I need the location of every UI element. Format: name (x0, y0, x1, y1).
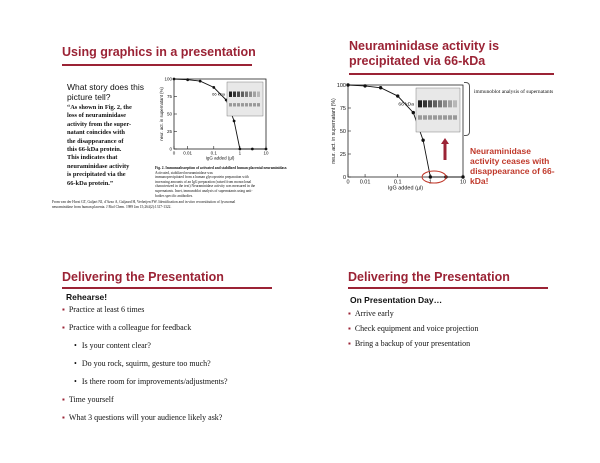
immunoblot-inset (416, 88, 460, 132)
data-point (461, 175, 464, 178)
caption-line: Activated, stabilized neuraminidase was (155, 170, 213, 175)
data-point (251, 148, 254, 151)
bullet-text: What 3 questions will your audience likely ask? (68, 413, 223, 422)
bullet-item (62, 413, 222, 422)
blot-band (233, 92, 236, 97)
quote-line: “As shown in Fig. 2, the (67, 104, 132, 111)
x-tick-label: 0.1 (393, 179, 402, 186)
blot-band (233, 103, 236, 106)
slide-title (349, 39, 499, 69)
data-point (212, 86, 215, 89)
slide-title: Delivering the Presentation (62, 270, 224, 284)
bullet-marker: ▪ (62, 413, 65, 422)
conclusion-line: activity ceases with (470, 156, 550, 166)
data-point (238, 148, 241, 151)
blot-band (237, 103, 240, 106)
bullet-marker: • (74, 359, 77, 368)
y-tick-label: 25 (166, 129, 172, 134)
bullet-text: Check equipment and voice projection (354, 324, 479, 333)
data-point (396, 94, 399, 97)
blot-band (448, 100, 452, 107)
caption-line: supernatants. Inset, immunoblot analysis of supernatants using anti- (155, 188, 253, 193)
caption-line: bodies specific antibodies. (155, 193, 194, 198)
quote-text (67, 104, 132, 188)
y-tick-label: 50 (166, 111, 172, 117)
data-point (186, 78, 189, 81)
blot-band (245, 92, 248, 97)
y-tick-label: 0 (169, 146, 172, 152)
title-rule (349, 73, 554, 75)
y-tick-label: 75 (339, 105, 346, 112)
blot-band (257, 92, 260, 97)
slide-title: Using graphics in a presentation (62, 45, 256, 59)
y-tick-label: 50 (339, 128, 346, 135)
bullet-marker: ▪ (62, 395, 65, 404)
bullet-item (74, 359, 211, 368)
blot-band (418, 115, 422, 119)
x-tick-label: 10 (263, 150, 269, 156)
title-line: Neuraminidase activity is (349, 39, 500, 53)
figure-caption (155, 166, 290, 198)
brace-icon (464, 82, 470, 136)
blot-band (443, 115, 447, 119)
x-tick-label: 0.01 (359, 179, 371, 186)
inset-label: 66 kDa (398, 102, 414, 108)
x-axis-label: IgG added (µl) (205, 155, 235, 161)
x-tick-label: 1 (238, 150, 242, 156)
blot-band (253, 103, 256, 106)
blot-band (245, 103, 248, 106)
caption-line: increasing amounts of an IgG preparation (raised from monoclonal (155, 179, 252, 184)
bullet-marker: ▪ (62, 305, 65, 314)
bullet-text: Time yourself (68, 395, 114, 404)
bullet-text: Do you rock, squirm, gesture too much? (81, 359, 211, 368)
question-text: What story does this picture tell? (67, 82, 145, 102)
bullet-item (348, 324, 478, 333)
blot-band (249, 92, 252, 97)
data-point (363, 84, 366, 87)
bullet-marker: ▪ (348, 339, 351, 348)
blot-band (241, 103, 244, 106)
quote-line: the disappearance of (67, 137, 124, 145)
quote-line: loss of neuraminidase (67, 112, 126, 120)
brace-label: immunoblot analysis of supernatants (474, 89, 554, 95)
data-point (379, 86, 382, 89)
bullet-marker: • (74, 341, 77, 350)
bullet-item (62, 395, 114, 404)
y-tick-label: 75 (166, 94, 172, 99)
x-tick-label: 1 (428, 179, 432, 186)
blot-band (423, 115, 427, 119)
data-point (346, 83, 349, 86)
y-tick-label: 100 (164, 76, 172, 82)
title-line: precipitated via 66-kDa (349, 54, 486, 68)
blot-band (229, 103, 232, 106)
x-tick-label: 0.01 (183, 150, 193, 156)
blot-band (433, 115, 437, 119)
y-tick-label: 0 (342, 174, 346, 181)
conclusion-line: Neuraminidase (470, 146, 531, 156)
blot-band (428, 115, 432, 119)
quote-line: natant coincides with (67, 129, 125, 137)
citation-line: From van der Horst GT, Galjart NJ, d'Azzo A, Galjaard H, Verheijen FW. Identification and in vitro reconstitution of lysosomal (52, 200, 236, 204)
caption-line: characterized in the text) Neuraminidase activity was measured in the (155, 184, 256, 189)
blot-band (257, 103, 260, 106)
slide-neuraminidase-activity (305, 5, 595, 230)
x-tick-label: 0 (172, 150, 176, 156)
bullet-marker: • (74, 377, 77, 386)
slide-title: Delivering the Presentation (348, 270, 510, 284)
data-point (421, 139, 424, 142)
slide-using-graphics (5, 5, 295, 230)
data-point (173, 78, 176, 81)
bullet-item (62, 305, 144, 314)
data-point (412, 111, 415, 114)
blot-band (237, 92, 240, 97)
bullet-item (348, 309, 394, 318)
slide-delivering-rehearse (5, 237, 295, 462)
bullet-text: Arrive early (354, 309, 394, 318)
blot-band (443, 100, 447, 107)
blot-band (418, 100, 422, 107)
title-rule (348, 287, 548, 289)
title-rule (62, 287, 272, 289)
x-axis-label: IgG added (µl) (387, 185, 424, 192)
data-point (233, 120, 236, 123)
blot-band (249, 103, 252, 106)
y-axis-label: neur. act. in supernatant (%) (159, 87, 165, 141)
y-tick-label: 100 (336, 82, 346, 89)
data-point (199, 80, 202, 83)
blot-band (241, 92, 244, 97)
blot-band (229, 92, 232, 97)
x-tick-label: 10 (459, 179, 467, 186)
data-point (429, 175, 432, 178)
blot-band (253, 92, 256, 97)
caption-head: Fig. 2. Immunoabsorption of activated and stabilized human placental neuraminidase. (155, 166, 288, 170)
quote-line: activity from the super- (67, 120, 132, 128)
immunoblot-inset (227, 82, 263, 116)
bullet-text: Practice at least 6 times (68, 305, 145, 314)
x-tick-label: 0.1 (210, 150, 217, 156)
y-tick-label: 25 (339, 151, 346, 158)
bullet-marker: ▪ (62, 323, 65, 332)
quote-line: is precipitated via the (67, 171, 126, 179)
arrow-up-icon (441, 138, 449, 160)
x-tick-label: 0 (346, 179, 350, 186)
blot-band (453, 100, 457, 107)
section-heading: On Presentation Day… (350, 295, 443, 305)
blot-band (453, 115, 457, 119)
bullet-item (348, 339, 470, 348)
slide-delivering-day (305, 237, 595, 462)
blot-band (438, 115, 442, 119)
bullet-text: Is there room for improvements/adjustments? (81, 377, 228, 386)
quote-line: this 66-kDa protein. (67, 146, 122, 154)
conclusion-text (470, 146, 555, 186)
data-point (265, 148, 268, 151)
quote-line: neuraminidase activity (67, 162, 130, 170)
bullet-item (74, 377, 228, 386)
bullet-marker: ▪ (348, 324, 351, 333)
conclusion-line: kDa! (470, 176, 489, 186)
bullet-marker: ▪ (348, 309, 351, 318)
bullet-item (74, 341, 151, 350)
blot-band (433, 100, 437, 107)
y-axis-label: neur. act. in supernatant (%) (330, 98, 337, 164)
citation (52, 200, 235, 210)
quote-line: This indicates that (67, 154, 118, 162)
bullet-item (62, 323, 191, 332)
blot-band (428, 100, 432, 107)
blot-band (438, 100, 442, 107)
quote-line: 66-kDa protein.” (67, 179, 114, 187)
caption-line: immunoprecipitated from a human glycoprotein preparation with (155, 175, 249, 180)
neuraminidase-chart (148, 71, 273, 166)
blot-band (423, 100, 427, 107)
title-rule (62, 64, 252, 66)
conclusion-line: disappearance of 66- (470, 166, 555, 176)
bullet-text: Bring a backup of your presentation (354, 339, 471, 348)
bullet-text: Practice with a colleague for feedback (68, 323, 192, 332)
citation-line: neuraminidase from human placenta. J Biol Chem. 1989 Jan 15;264(2):1317-1322. (52, 204, 172, 209)
section-heading: Rehearse! (66, 292, 108, 302)
inset-label: 66 kDa (212, 91, 225, 97)
bullet-text: Is your content clear? (81, 341, 151, 350)
blot-band (448, 115, 452, 119)
